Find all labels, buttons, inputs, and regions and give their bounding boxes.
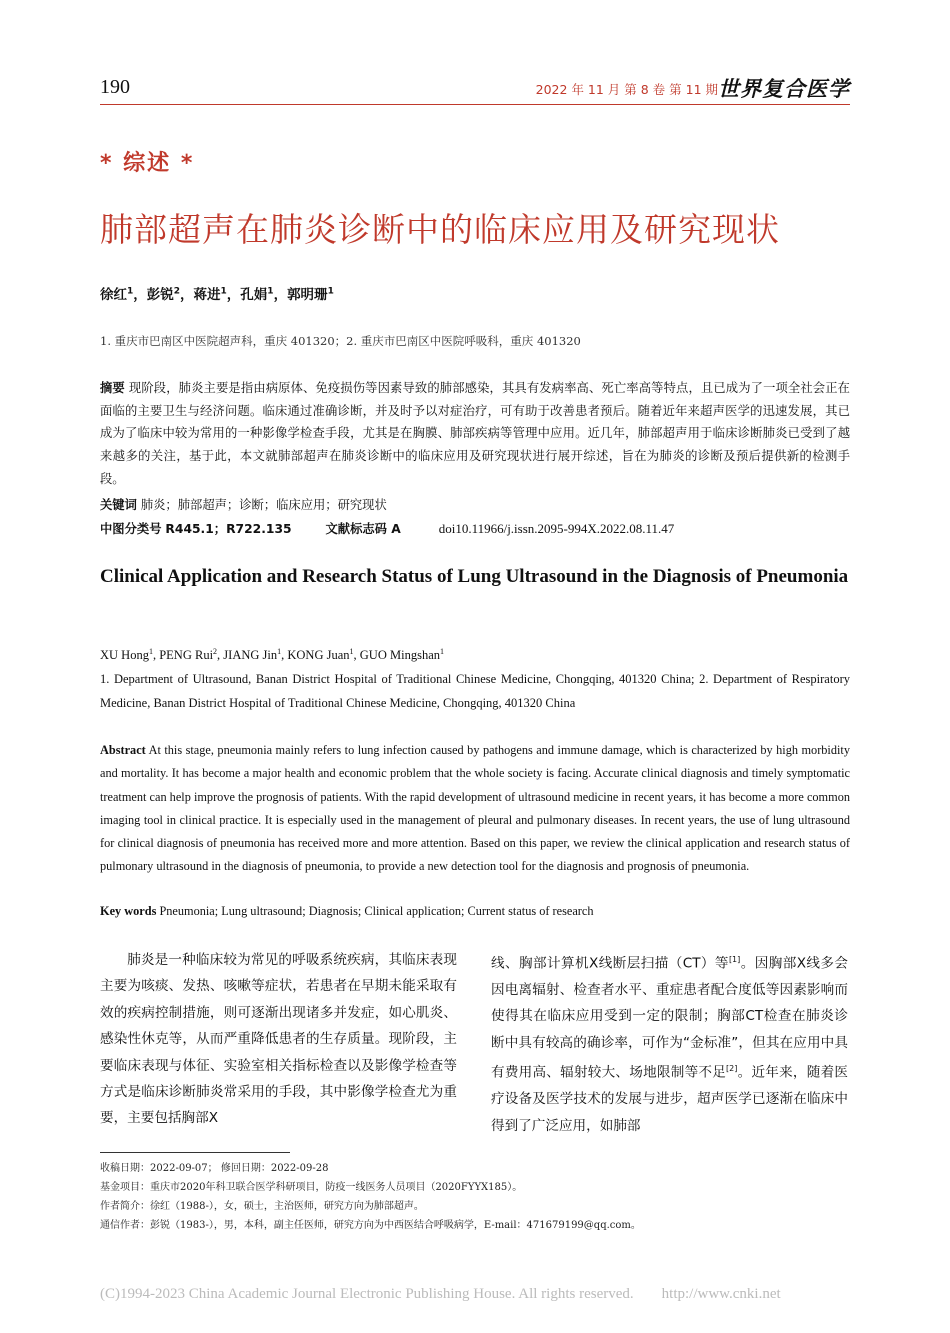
citation-ref[interactable]: [2] xyxy=(726,1064,738,1074)
class-value: R445.1；R722.135 xyxy=(165,522,292,536)
author-cn: 徐红 xyxy=(100,287,127,303)
body-left-column: 肺炎是一种临床较为常见的呼吸系统疾病，其临床表现主要为咳痰、发热、咳嗽等症状，若患者在早期未能采取有效的疾病控制措施，则可逐渐出现诸多并发症，如心肌炎、感染性休克等，从而严重降低患者的生存质量。现阶段，主要临床表现与体征、实验室相关指标检查以及影像学检查等方式是临床诊断肺炎常采用的手段，其中影像学检查尤为重要，主要包括胸部X xyxy=(100,952,457,1127)
section-tag: * 综述 * xyxy=(100,151,195,176)
author-en: PENG Rui xyxy=(159,648,214,663)
affiliation-en: 1. Department of Ultrasound, Banan District Hospital of Traditional Chinese Medicine, Chongqing, 401320 China; 2. Department of Respiratory Medicine, Banan District Hospital of Traditional Chinese Medicine, Chongqing, 401320 China xyxy=(100,672,850,710)
keywords-en-label: Key words xyxy=(100,904,157,918)
abstract-cn-text: 现阶段，肺炎主要是指由病原体、免疫损伤等因素导致的肺部感染，其具有发病率高、死亡率高等特点，且已成为了一项全社会正在面临的主要卫生与经济问题。临床通过准确诊断，并及时予以对症治疗，可有助于改善患者预后。随着近年来超声医学的迅速发展，其已成为了临床中较为常用的一种影像学检查手段，尤其是在胸膜、肺部疾病等管理中应用。近几年，肺部超声用于临床诊断肺炎已受到了越来越多的关注，基于此，本文就肺部超声在肺炎诊断中的临床应用及研究现状进行展开综述，旨在为肺炎的诊断及预后提供新的检测手段。 xyxy=(100,381,850,486)
footnote-fund: 基金项目：重庆市2020年科卫联合医学科研项目，防疫一线医务人员项目（2020FYYX185）。 xyxy=(100,1182,523,1193)
title-cn: 肺部超声在肺炎诊断中的临床应用及研究现状 xyxy=(100,210,780,249)
body-right-column: 线、胸部计算机X线断层扫描（CT）等[1]。因胸部X线多会因电离辐射、检查者水平、重症患者配合度低等因素影响而使得其在临床应用受到一定的限制；胸部CT检查在肺炎诊断中具有较高的确诊率，可作为“金标准”，但其在应用中具有费用高、辐射较大、场地限制等不足[2]。近年来，随着医疗设备及医学技术的发展与进步，超声医学已逐渐在临床中得到了广泛应用，如肺部 xyxy=(491,955,849,1134)
keywords-en-text: Pneumonia; Lung ultrasound; Diagnosis; Clinical application; Current status of research xyxy=(159,904,594,918)
document-code: 文献标志码 A xyxy=(325,522,401,536)
footnote-received: 收稿日期：2022-09-07； 修回日期：2022-09-28 xyxy=(100,1163,329,1174)
affiliation-cn: 1. 重庆市巴南区中医院超声科，重庆 401320；2. 重庆市巴南区中医院呼吸科，重庆 401320 xyxy=(100,334,581,348)
author-en: KONG Juan xyxy=(287,648,350,663)
authors-en: XU Hong$^1$, PENG Rui$^2$, JIANG Jin$^1$, KONG Juan$^1$, GUO Mingshan$^1$ xyxy=(100,647,444,663)
author-cn: 彭锐 xyxy=(146,287,174,303)
author-cn: 孔娟 xyxy=(240,287,268,303)
abstract-en-label: Abstract xyxy=(100,743,146,757)
abstract-cn xyxy=(100,377,850,491)
footnote-rule xyxy=(100,1152,290,1153)
footnote-author-bio: 作者简介：徐红（1988-），女，硕士，主治医师，研究方向为肺部超声。 xyxy=(100,1201,424,1212)
author-cn: 蒋进 xyxy=(193,287,221,303)
classification-line xyxy=(100,519,674,537)
abstract-cn-label: 摘要 xyxy=(100,381,125,395)
journal-name: 世界复合医学 xyxy=(718,76,850,101)
keywords-en xyxy=(100,904,594,919)
keywords-cn xyxy=(100,495,387,513)
journal-issue: 2022 年 11 月 第 8 卷 第 11 期 xyxy=(535,82,718,97)
author-en: XU Hong xyxy=(100,648,149,663)
author-cn: 郭明珊 xyxy=(287,287,328,303)
watermark xyxy=(100,1286,781,1303)
watermark-copyright: (C)1994-2023 China Academic Journal Electronic Publishing House. All rights reserved. xyxy=(100,1286,634,1302)
page-number: 190 xyxy=(100,76,130,98)
watermark-url[interactable]: http://www.cnki.net xyxy=(661,1286,781,1302)
title-en: Clinical Application and Research Status of Lung Ultrasound in the Diagnosis of Pneumonia xyxy=(100,566,849,587)
abstract-en-text: At this stage, pneumonia mainly refers to lung infection caused by pathogens and immune damage, which is characterized by high morbidity and mortality. It has become a major health and economic problem that the whole society is facing. Accurate clinical diagnosis and timely symptomatic treatment can help improve the prognosis of patients. With the rapid development of ultrasound medicine in recent years, it has become a more common imaging tool in clinical practice. It is especially used in the management of pleural and pulmonary diseases. In recent years, the use of lung ultrasound for clinical diagnosis of pneumonia has received more and more attention. Based on this paper, we review the clinical application and research status of pulmonary ultrasound in the diagnosis of pneumonia, to provide a new detection tool for the diagnosis and prognosis of pneumonia. xyxy=(100,743,850,874)
class-label: 中图分类号 xyxy=(100,522,162,536)
abstract-en xyxy=(100,739,850,879)
authors-cn: 徐红$^1$，彭锐$^2$，蒋进$^1$，孔娟$^1$，郭明珊$^1$ xyxy=(100,286,334,303)
citation-ref[interactable]: [1] xyxy=(728,955,741,964)
keywords-cn-label: 关键词 xyxy=(100,498,137,512)
keywords-cn-text: 肺炎；肺部超声；诊断；临床应用；研究现状 xyxy=(140,498,387,512)
author-en: JIANG Jin xyxy=(223,648,278,663)
footnote-correspondence: 通信作者：彭锐（1983-），男，本科，副主任医师，研究方向为中西医结合呼吸病学，E-mail：471679199@qq.com。 xyxy=(100,1220,641,1231)
header-rule xyxy=(100,104,850,105)
author-en: GUO Mingshan xyxy=(359,648,440,663)
doi: doi10.11966/j.issn.2095-994X.2022.08.11.47 xyxy=(438,521,675,536)
